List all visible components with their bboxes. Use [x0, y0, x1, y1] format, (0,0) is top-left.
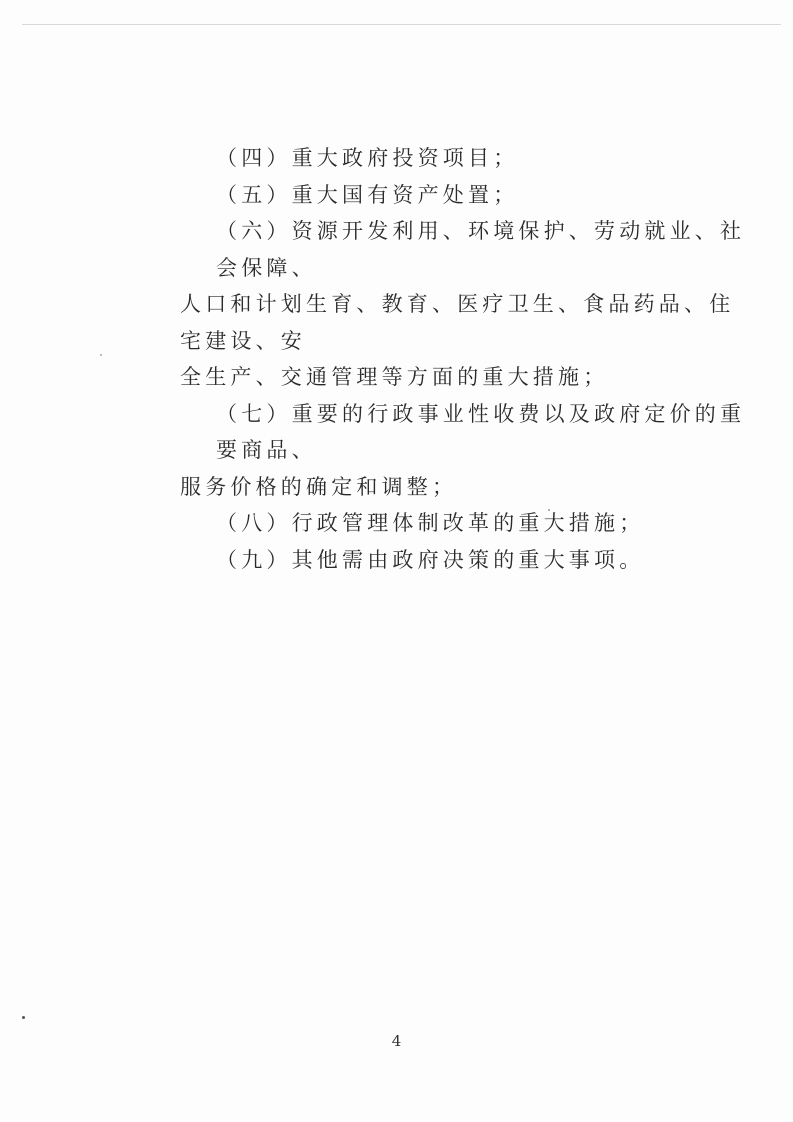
scan-speck	[548, 509, 550, 511]
text-line: （七）重要的行政事业性收费以及政府定价的重要商品、	[216, 401, 746, 462]
scan-speck	[22, 1016, 25, 1019]
body-text	[180, 140, 750, 578]
text-line: 服务价格的确定和调整；	[180, 474, 458, 499]
paragraph-item-6	[180, 213, 750, 396]
paragraph-item-7	[180, 396, 750, 506]
text-line: （九）其他需由政府决策的重大事项。	[216, 547, 645, 572]
scan-edge-line	[22, 24, 781, 25]
text-line: （五）重大国有资产处置；	[216, 182, 519, 207]
paragraph-item-4	[180, 140, 750, 177]
paragraph-item-5	[180, 177, 750, 214]
scan-speck	[100, 354, 102, 356]
text-line: （四）重大政府投资项目；	[216, 146, 519, 170]
paragraph-item-9	[180, 542, 750, 579]
text-line: 人口和计划生育、教育、医疗卫生、食品药品、住宅建设、安	[180, 292, 735, 353]
text-line: （八）行政管理体制改革的重大措施；	[216, 511, 645, 535]
text-line: 全生产、交通管理等方面的重大措施；	[180, 365, 609, 389]
paragraph-item-8	[180, 505, 750, 542]
text-line: （六）资源开发利用、环境保护、劳动就业、社会保障、	[216, 219, 746, 280]
page-number: 4	[391, 1032, 402, 1050]
